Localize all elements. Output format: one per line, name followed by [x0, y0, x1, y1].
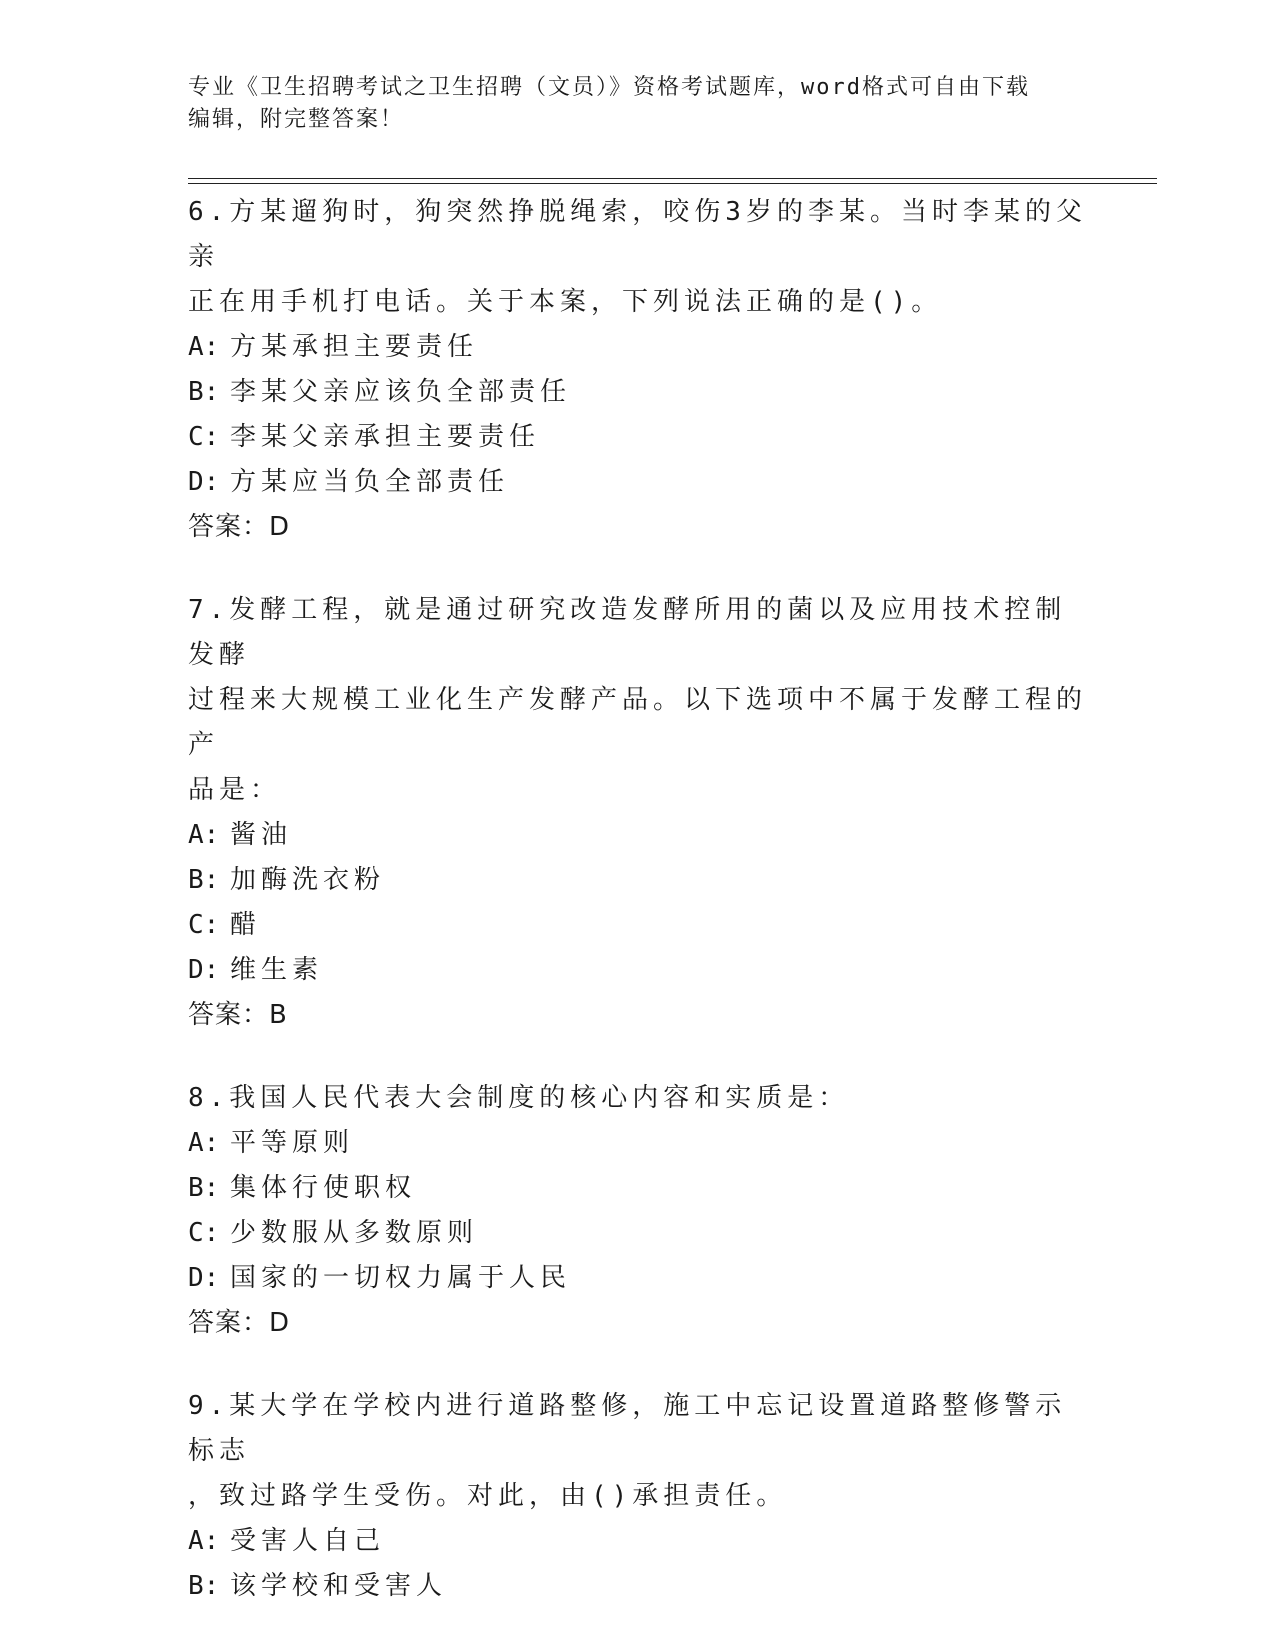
option-text: 集体行使职权	[230, 1173, 417, 1203]
option-d	[188, 1256, 1088, 1301]
option-text: 加酶洗衣粉	[230, 865, 386, 895]
option-b	[188, 1166, 1088, 1211]
option-a	[188, 1519, 1088, 1564]
option-a	[188, 325, 1088, 370]
header-line-1: 专业《卫生招聘考试之卫生招聘（文员）》资格考试题库，word格式可自由下载	[188, 75, 1030, 100]
option-letter: B:	[188, 1173, 220, 1203]
option-letter: A:	[188, 1526, 220, 1556]
option-text: 李某父亲承担主要责任	[230, 422, 541, 452]
option-text: 受害人自己	[230, 1526, 386, 1556]
question-6	[188, 190, 1088, 550]
question-stem	[188, 1384, 1088, 1519]
option-letter: B:	[188, 377, 220, 407]
option-text: 方某应当负全部责任	[230, 467, 510, 497]
option-letter: D:	[188, 467, 220, 497]
stem-line: ，致过路学生受伤。对此，由()承担责任。	[188, 1481, 788, 1511]
option-letter: A:	[188, 820, 220, 850]
option-c	[188, 903, 1088, 948]
option-c	[188, 415, 1088, 460]
option-a	[188, 813, 1088, 858]
question-9	[188, 1384, 1088, 1609]
stem-line: 8.我国人民代表大会制度的核心内容和实质是：	[188, 1083, 850, 1113]
answer-line: 答案：D	[188, 512, 291, 542]
option-letter: A:	[188, 1128, 220, 1158]
stem-line: 6.方某遛狗时，狗突然挣脱绳索，咬伤3岁的李某。当时李某的父亲	[188, 197, 1087, 272]
option-b	[188, 370, 1088, 415]
stem-line: 正在用手机打电话。关于本案，下列说法正确的是()。	[188, 287, 943, 317]
option-letter: D:	[188, 955, 220, 985]
option-letter: D:	[188, 1263, 220, 1293]
stem-line: 9.某大学在学校内进行道路整修，施工中忘记设置道路整修警示标志	[188, 1391, 1067, 1466]
option-d	[188, 948, 1088, 993]
question-list	[188, 190, 1088, 1647]
header-divider-top	[188, 178, 1157, 179]
stem-line: 过程来大规模工业化生产发酵产品。以下选项中不属于发酵工程的产	[188, 685, 1088, 760]
question-stem	[188, 190, 1088, 325]
option-letter: B:	[188, 865, 220, 895]
answer-line: 答案：B	[188, 1000, 288, 1030]
option-text: 酱油	[230, 820, 293, 850]
option-text: 维生素	[230, 955, 324, 985]
stem-line: 品是：	[188, 775, 282, 805]
option-d	[188, 460, 1088, 505]
option-text: 方某承担主要责任	[230, 332, 479, 362]
option-letter: C:	[188, 422, 220, 452]
document-header	[188, 72, 1088, 136]
question-stem	[188, 588, 1088, 813]
header-line-2: 编辑，附完整答案！	[188, 107, 405, 132]
option-text: 少数服从多数原则	[230, 1218, 479, 1248]
option-b	[188, 1564, 1088, 1609]
option-letter: C:	[188, 1218, 220, 1248]
option-text: 醋	[230, 910, 262, 940]
option-text: 李某父亲应该负全部责任	[230, 377, 572, 407]
answer-line: 答案：D	[188, 1308, 291, 1338]
option-b	[188, 858, 1088, 903]
option-letter: B:	[188, 1571, 220, 1601]
question-stem	[188, 1076, 1088, 1121]
header-divider-bottom	[188, 183, 1157, 184]
option-a	[188, 1121, 1088, 1166]
stem-line: 7.发酵工程，就是通过研究改造发酵所用的菌以及应用技术控制发酵	[188, 595, 1067, 670]
option-text: 国家的一切权力属于人民	[230, 1263, 572, 1293]
option-text: 该学校和受害人	[230, 1571, 448, 1601]
question-8	[188, 1076, 1088, 1346]
option-letter: A:	[188, 332, 220, 362]
option-c	[188, 1211, 1088, 1256]
question-7	[188, 588, 1088, 1038]
option-text: 平等原则	[230, 1128, 355, 1158]
option-letter: C:	[188, 910, 220, 940]
